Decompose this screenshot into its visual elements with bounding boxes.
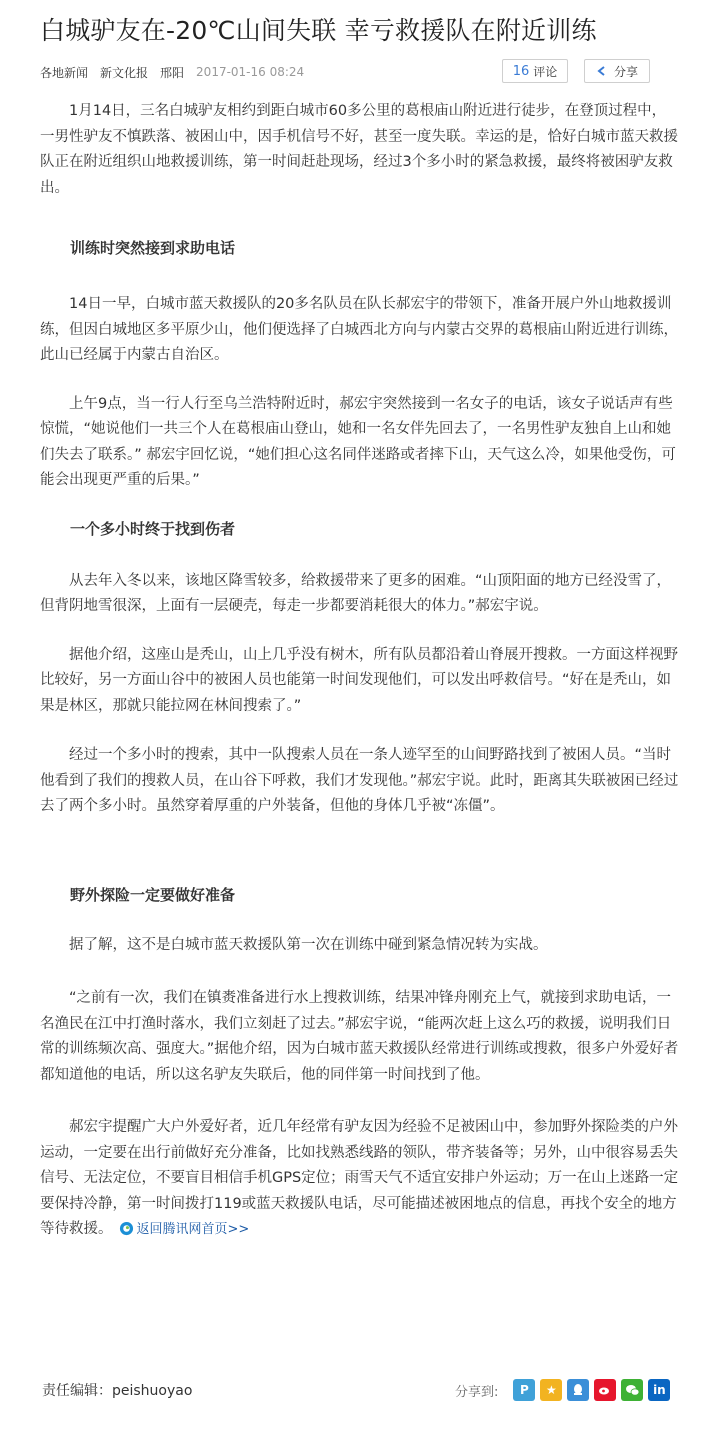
share-to-label: 分享到: <box>455 1384 499 1400</box>
paragraph-1: 1月14日，三名白城驴友相约到距白城市60多公里的葛根庙山附近进行徒步，在登顶过程中，一男性驴友不慎跌落、被困山中，因手机信号不好，甚至一度失联。幸运的是，恰好白城市蓝天救援队正在附近组织山地救援训练，第一时间赶赴现场，经过3个多小时的紧急救援，最终将被困驴友救出。 <box>40 103 678 196</box>
paragraph-6: 经过一个多小时的搜索，其中一队搜索人员在一条人迹罕至的山间野路找到了被困人员。“当时他看到了我们的搜救人员，在山谷下呼救，我们才发现他。”郝宏宇说。此时，距离其失联被困已经过去了两个多小时。虽然穿着厚重的户外装备，但他的身体几乎被“冻僵”。 <box>40 747 679 814</box>
article-meta <box>40 60 316 84</box>
wechat-share-icon[interactable] <box>621 1379 643 1401</box>
section-heading-1: 训练时突然接到求助电话 <box>70 239 236 257</box>
share-bar <box>455 1377 670 1403</box>
pengyou-share-icon[interactable]: P <box>513 1379 535 1401</box>
channel-link[interactable]: 各地新闻 <box>40 65 89 80</box>
source-link[interactable]: 新文化报 <box>100 65 149 80</box>
tencent-logo-icon <box>119 1221 134 1236</box>
paragraph-4: 从去年入冬以来，该地区降雪较多，给救援带来了更多的困难。“山顶阳面的地方已经没雪了，但背阴地雪很深，上面有一层硬壳，每走一步都要消耗很大的体力。”郝宏宇说。 <box>40 572 672 614</box>
paragraph-9-text: 郝宏宇提醒广大户外爱好者，近几年经常有驴友因为经验不足被困山中，参加野外探险类的户外运动，一定要在出行前做好充分准备，比如找熟悉线路的领队，带齐装备等；另外，山中很容易丢失信号、无法定位，不要盲目相信手机GPS定位；雨雪天气不适宜安排户外运动；万一在山上迷路一定要保持冷静，第一时间拨打119或蓝天救援队电话，尽可能描述被困地点的信息，再找个安全的地方等待救援。 <box>40 1119 679 1237</box>
responsible-editor: 责任编辑：peishuoyao <box>42 1383 193 1399</box>
paragraph-3: 上午9点，当一行人行至乌兰浩特附近时，郝宏宇突然接到一名女子的电话，该女子说话声有些惊慌，“她说他们一共三个人在葛根庙山登山，她和一名女伴先回去了，一名男性驴友独自上山和她们失去了联系。” 郝宏宇回忆说，“她们担心这名同伴迷路或者摔下山，天气这么冷，如果他受伤，可能会出现更严重的后果。” <box>40 395 676 488</box>
comment-label: 评论 <box>533 64 558 79</box>
back-link-label: 返回腾讯网首页>> <box>136 1222 250 1237</box>
back-to-home-link[interactable] <box>119 1222 250 1237</box>
paragraph-9 <box>40 1115 680 1243</box>
paragraph-8: “之前有一次，我们在镇赉准备进行水上搜救训练，结果冲锋舟刚充上气，就接到求助电话，一名渔民在江中打渔时落水，我们立刻赶了过去。”郝宏宇说，“能两次赶上这么巧的救援，说明我们日常的训练频次高、强度大。”据他介绍，因为白城市蓝天救援队经常进行训练或搜救，很多户外爱好者都知道他的电话，所以这名驴友失联后，他的同伴第一时间找到了他。 <box>40 990 679 1083</box>
linkedin-share-icon[interactable]: in <box>648 1379 670 1401</box>
paragraph-7: 据了解，这不是白城市蓝天救援队第一次在训练中碰到紧急情况转为实战。 <box>69 936 548 953</box>
comment-count: 16 <box>512 63 530 79</box>
comment-button[interactable] <box>502 59 568 83</box>
qzone-share-icon[interactable]: ★ <box>540 1379 562 1401</box>
weibo-share-icon[interactable] <box>594 1379 616 1401</box>
author: 邢阳 <box>160 65 185 80</box>
article-body <box>40 96 680 1243</box>
qq-share-icon[interactable] <box>567 1379 589 1401</box>
section-heading-2: 一个多小时终于找到伤者 <box>70 519 236 538</box>
page-title: 白城驴友在-20℃山间失联 幸亏救援队在附近训练 <box>40 16 597 45</box>
share-label: 分享 <box>613 64 638 79</box>
share-button[interactable] <box>584 59 650 83</box>
share-icon <box>596 65 608 77</box>
paragraph-5: 据他介绍，这座山是秃山，山上几乎没有树木，所有队员都沿着山脊展开搜救。一方面这样视野比较好，另一方面山谷中的被困人员也能第一时间发现他们，可以发出呼救信号。“好在是秃山，如果是林区，那就只能拉网在林间搜索了。” <box>40 646 678 714</box>
section-heading-3: 野外探险一定要做好准备 <box>70 885 236 904</box>
paragraph-2: 14日一早，白城市蓝天救援队的20多名队员在队长郝宏宇的带领下，准备开展户外山地救援训练，但因白城地区多平原少山，他们便选择了白城西北方向与内蒙古交界的葛根庙山附近进行训练，此山已经属于内蒙古自治区。 <box>40 296 678 363</box>
publish-date: 2017-01-16 08:24 <box>196 65 305 79</box>
